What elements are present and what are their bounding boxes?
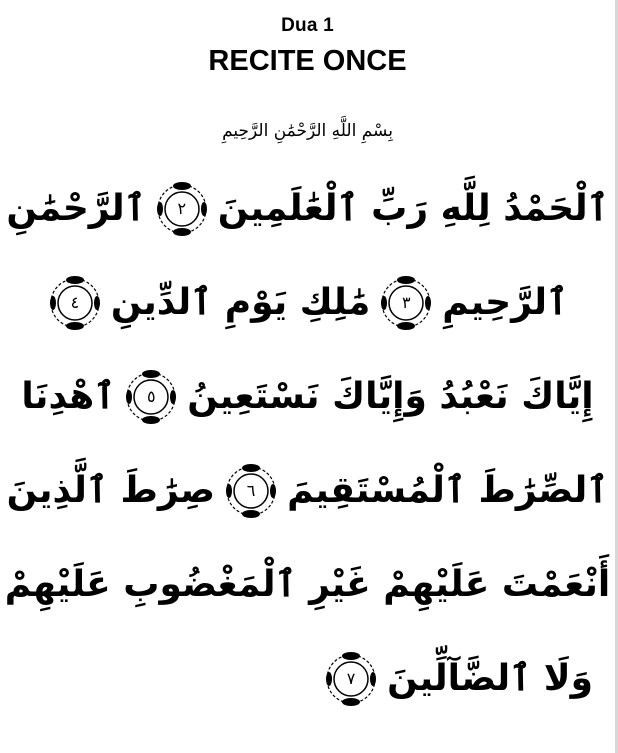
verse-line — [0, 538, 615, 632]
verse-text: ٱلْحَمْدُ لِلَّهِ رَبِّ ٱلْعَٰلَمِينَ — [217, 188, 609, 229]
ayah-end-marker — [123, 369, 179, 425]
verse-text: صِرَٰطَ ٱلَّذِينَ — [6, 470, 216, 511]
ayah-number: ٣ — [401, 293, 411, 312]
ayah-number: ٢ — [177, 199, 187, 218]
verse-line — [0, 256, 615, 350]
verse-line — [0, 350, 615, 444]
verse-text: ٱلرَّحْمَٰنِ — [6, 188, 146, 229]
verse-text: ٱلرَّحِيمِ — [442, 282, 569, 323]
ayah-number: ٤ — [70, 293, 80, 312]
verse-line — [0, 444, 615, 538]
verse-text: ٱهْدِنَا — [21, 376, 116, 417]
ayah-end-marker — [47, 275, 103, 331]
verse-text: ٱلصِّرَٰطَ ٱلْمُسْتَقِيمَ — [287, 470, 609, 511]
dua-label: Dua 1 — [281, 15, 334, 36]
basmala: بِسْمِ اللَّهِ الرَّحْمَٰنِ الرَّحِيمِ — [222, 121, 393, 141]
ayah-number: ٦ — [246, 481, 256, 500]
ayah-end-marker — [223, 463, 279, 519]
surah-text — [0, 162, 615, 726]
verse-text: إِيَّاكَ نَعْبُدُ وَإِيَّاكَ نَسْتَعِينُ — [187, 376, 594, 417]
ayah-end-marker — [378, 275, 434, 331]
page-header — [0, 0, 615, 78]
ayah-end-marker — [154, 181, 210, 237]
verse-line — [0, 162, 615, 256]
ayah-end-marker — [323, 651, 379, 707]
verse-text: مَٰلِكِ يَوْمِ ٱلدِّينِ — [110, 282, 371, 323]
verse-line — [0, 632, 615, 726]
verse-text: أَنْعَمْتَ عَلَيْهِمْ غَيْرِ ٱلْمَغْضُوبِ عَلَيْهِمْ — [4, 564, 611, 605]
ayah-number: ٧ — [346, 669, 356, 688]
ayah-number: ٥ — [147, 387, 156, 406]
verse-text: وَلَا ٱلضَّآلِّينَ — [387, 658, 593, 699]
page-title: RECITE ONCE — [208, 45, 407, 77]
